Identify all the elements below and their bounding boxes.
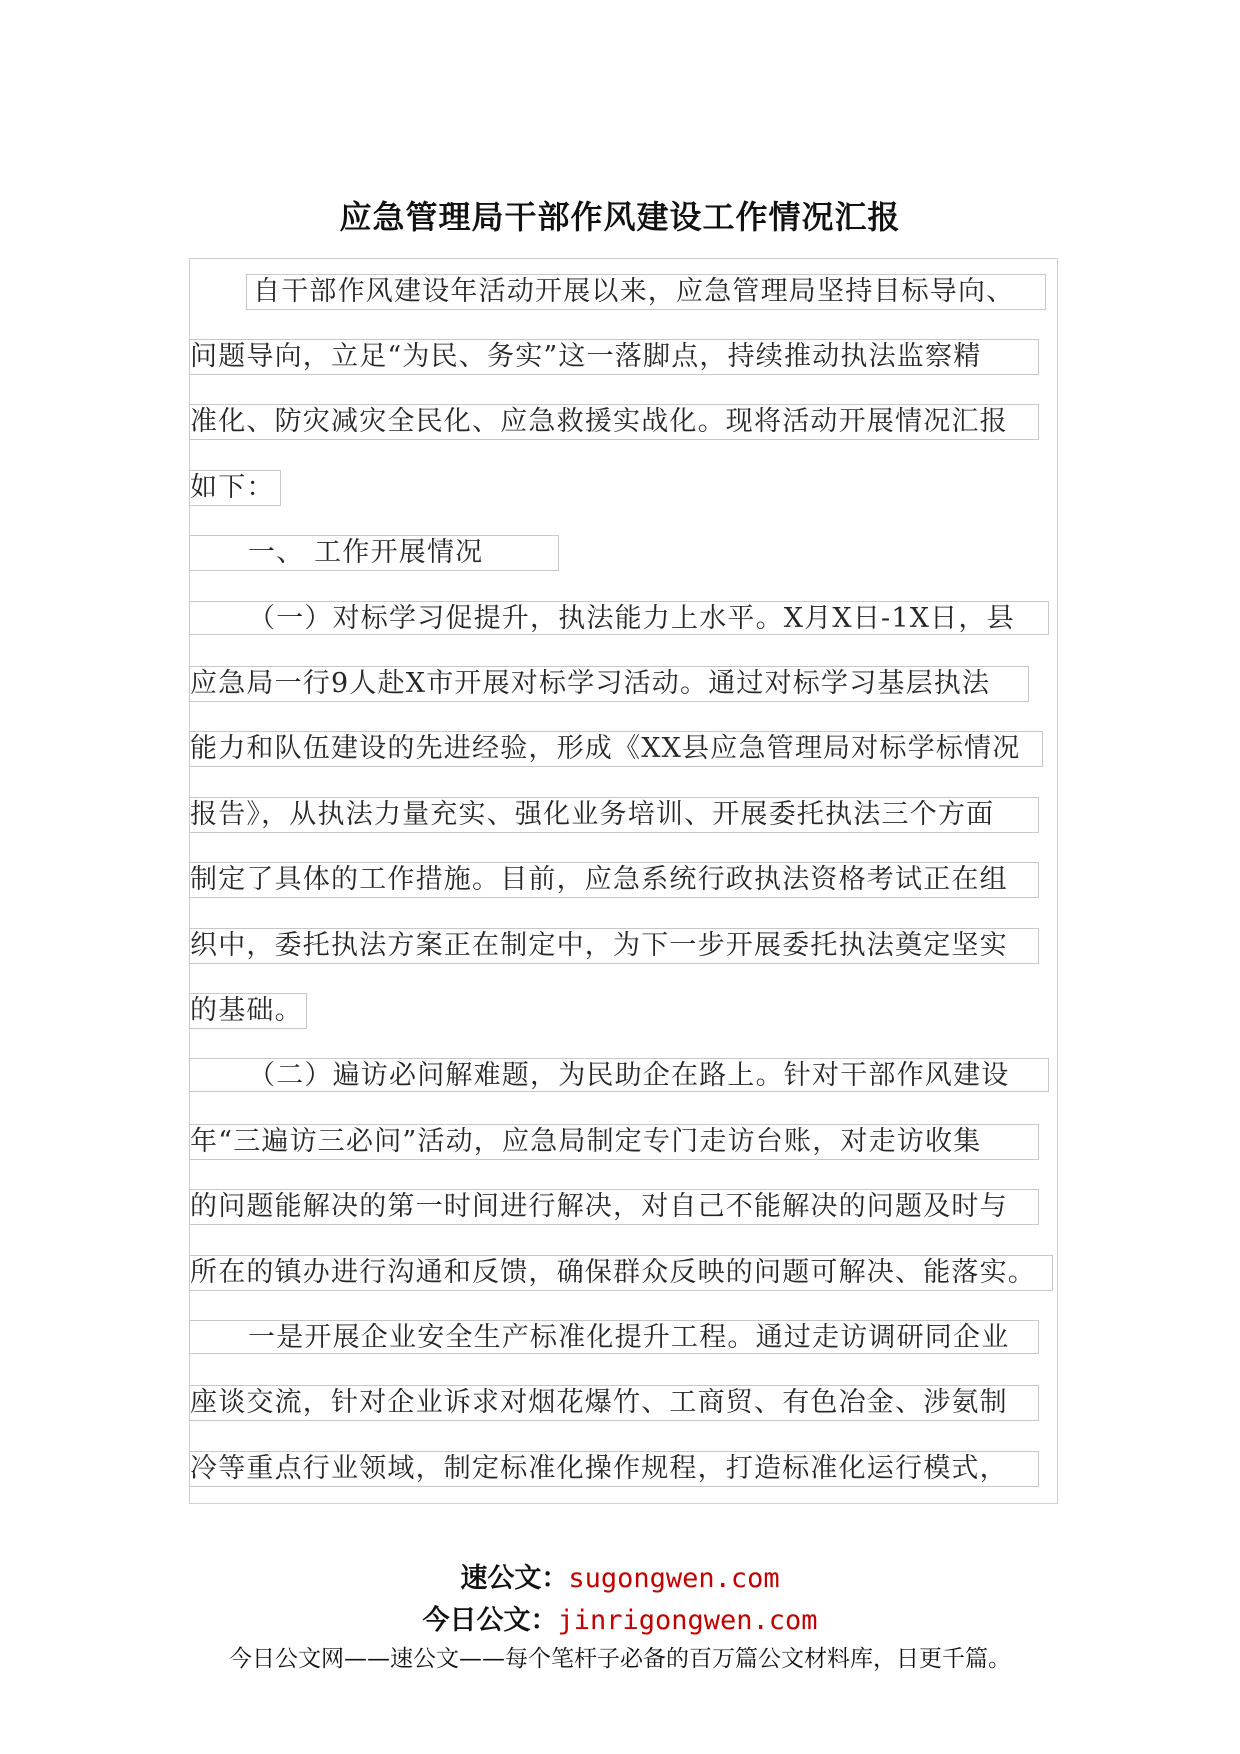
section-heading: 一、 工作开展情况 — [189, 535, 559, 571]
paragraph-line-8: 能力和队伍建设的先进经验，形成《XX县应急管理局对标学标情况 — [189, 731, 1043, 767]
footer-jinrigongwen — [0, 1598, 1240, 1637]
footer-tagline: 今日公文网——速公文——每个笔杆子必备的百万篇公文材料库，日更千篇。 — [229, 1646, 1011, 1672]
paragraph-line-1: 自干部作风建设年活动开展以来，应急管理局坚持目标导向、 — [246, 274, 1046, 310]
paragraph-line-13: （二）遍访必问解难题，为民助企在路上。针对干部作风建设 — [189, 1058, 1049, 1092]
paragraph-line-14: 年“三遍访三必问”活动，应急局制定专门走访台账，对走访收集 — [189, 1124, 1039, 1160]
paragraph-line-3: 准化、防灾减灾全民化、应急救援实战化。现将活动开展情况汇报 — [189, 404, 1039, 440]
paragraph-line-19: 冷等重点行业领域，制定标准化操作规程，打造标准化运行模式， — [189, 1451, 1039, 1487]
paragraph-line-9: 报告》，从执法力量充实、强化业务培训、开展委托执法三个方面 — [189, 797, 1039, 833]
paragraph-line-18: 座谈交流，针对企业诉求对烟花爆竹、工商贸、有色冶金、涉氨制 — [189, 1385, 1039, 1421]
paragraph-line-4: 如下： — [189, 470, 281, 506]
paragraph-line-15: 的问题能解决的第一时间进行解决，对自己不能解决的问题及时与 — [189, 1189, 1039, 1225]
footer-label-1: 速公文： — [460, 1563, 569, 1594]
paragraph-line-16: 所在的镇办进行沟通和反馈，确保群众反映的问题可解决、能落实。 — [189, 1255, 1053, 1291]
paragraph-line-11: 织中，委托执法方案正在制定中，为下一步开展委托执法奠定坚实 — [189, 928, 1039, 964]
paragraph-line-12: 的基础。 — [189, 993, 307, 1029]
footer-sugongwen — [0, 1556, 1240, 1595]
document-title: 应急管理局干部作风建设工作情况汇报 — [339, 198, 901, 236]
paragraph-line-2: 问题导向，立足“为民、务实”这一落脚点，持续推动执法监察精 — [189, 339, 1039, 375]
footer-link-sugongwen[interactable]: sugongwen.com — [568, 1563, 780, 1594]
paragraph-line-6: （一）对标学习促提升，执法能力上水平。X月X日-1X日，县 — [189, 601, 1049, 635]
footer-link-jinrigongwen[interactable]: jinrigongwen.com — [557, 1605, 818, 1636]
paragraph-line-7: 应急局一行9人赴X市开展对标学习活动。通过对标学习基层执法 — [189, 666, 1029, 702]
paragraph-line-10: 制定了具体的工作措施。目前，应急系统行政执法资格考试正在组 — [189, 862, 1039, 898]
paragraph-line-17: 一是开展企业安全生产标准化提升工程。通过走访调研同企业 — [189, 1320, 1039, 1354]
footer-label-2: 今日公文： — [422, 1605, 558, 1636]
